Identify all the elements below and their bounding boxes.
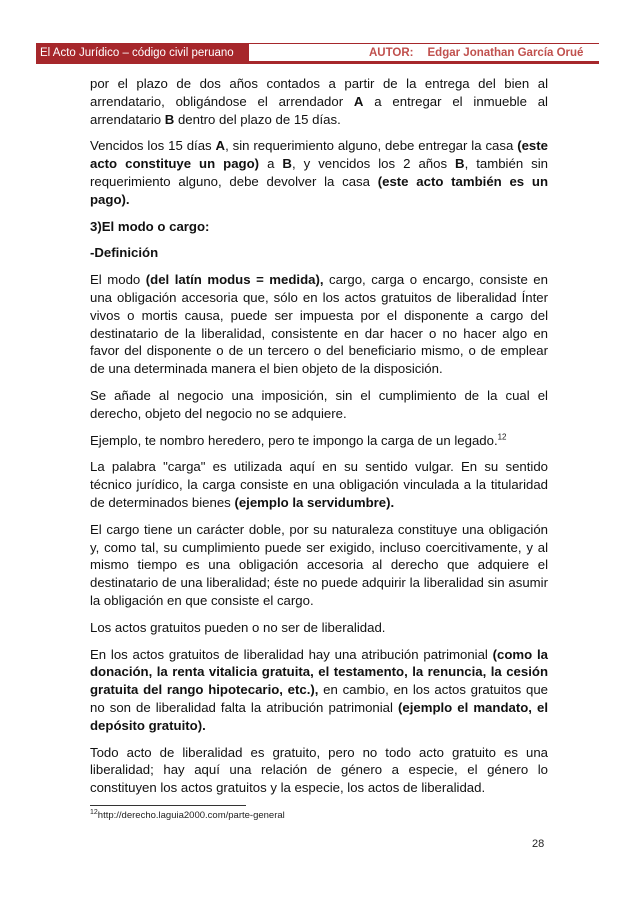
paragraph [90,646,548,735]
author-label: AUTOR: [369,47,414,59]
paragraph [90,137,548,208]
bold-text: -Definición [90,245,159,261]
bold-text: (este acto constituye un pago) [90,138,548,172]
paragraph [90,458,548,511]
bold-text: (este acto también es un pago). [90,173,548,207]
text-run: cargo, carga o encargo, consiste en una obligación accesoria que, sólo en los actos gratuitos de liberalidad Ínter vivos o mortis causa, puede ser impuesta por el disponente a cargo del destinatario de la liberalidad, consistente en dar hacer o no hacer algo en favor del disponente o de un tercero o del beneficiario mismo, o de emplear de una determinada manera el bien objeto de la disposición. [90,272,548,377]
document-body [90,75,548,806]
footnote-reference: 12 [497,432,507,442]
text-run: dentro del plazo de 15 días. [174,111,341,127]
text-run: En los actos gratuitos de liberalidad hay una atribución patrimonial [90,646,493,662]
bold-text: (como la donación, la renta vitalicia gratuita, el testamento, la renuncia, la cesión gratuita del rango hipotecario, etc.), [90,646,548,698]
text-run: a [259,156,283,172]
bold-text: B [455,156,465,172]
text-run: a entregar el inmueble al arrendatario [90,93,548,127]
paragraph [90,387,548,423]
text-run: , también sin requerimiento alguno, debe devolver la casa [90,156,549,189]
paragraph [90,432,548,450]
author-name: Edgar Jonathan García Orué [427,47,584,59]
bold-text: A [215,138,226,154]
page-number: 28 [532,838,545,850]
page-header [36,43,599,64]
footnote-text: http://derecho.laguia2000.com/parte-general [97,810,285,821]
header-author [369,43,583,64]
footnote-separator [90,805,246,806]
paragraph [90,218,548,236]
bold-text: (ejemplo la servidumbre). [234,494,395,510]
text-run: La palabra "carga" es utilizada aquí en su sentido vulgar. En su sentido técnico jurídico, la carga consiste en una obligación vinculada a la titularidad de determinados bienes [90,459,548,510]
text-run: Ejemplo, te nombro heredero, pero te impongo la carga de un legado. [90,432,498,448]
paragraph [90,619,548,637]
text-run: Los actos gratuitos pueden o no ser de liberalidad. [90,619,386,635]
paragraph [90,521,548,610]
header-title: El Acto Jurídico – código civil peruano [36,43,249,64]
text-run: Todo acto de liberalidad es gratuito, pero no todo acto gratuito es una liberalidad; hay aquí una relación de género a especie, el género lo constituyen los actos gratuitos y la especie, los actos de liberalidad. [90,744,548,796]
text-run: Se añade al negocio una imposición, sin el cumplimiento de la cual el derecho, objeto del negocio no se adquiere. [90,387,548,421]
text-run: El cargo tiene un carácter doble, por su naturaleza constituye una obligación y, como tal, su cumplimiento puede ser exigido, incluso coercitivamente, y al mismo tiempo es una obligación accesoria al derecho que adquiere el destinatario de una liberalidad; éste no puede adquirir la liberalidad sin asumir la obligación en que consiste el cargo. [90,521,548,608]
footnote [90,810,285,821]
paragraph [90,75,548,128]
bold-text: 3)El modo o cargo: [90,218,210,234]
paragraph [90,744,548,797]
bold-text: (ejemplo el mandato, el depósito gratuito). [90,699,548,733]
text-run: , y vencidos los 2 años [291,156,456,172]
paragraph [90,271,548,378]
text-run: , sin requerimiento alguno, debe entregar la casa [225,138,518,154]
text-run: El modo [90,272,146,288]
text-run: Vencidos los 15 días [90,138,216,154]
bold-text: (del latín modus = medida), [145,272,324,288]
text-run: por el plazo de dos años contados a partir de la entrega del bien al arrendatario, obligándose el arrendador [90,76,548,109]
bold-text: B [282,156,292,172]
paragraph [90,244,548,262]
footnote-number: 12 [90,808,98,816]
bold-text: A [353,93,364,109]
text-run: en cambio, en los actos gratuitos que no son de liberalidad falta la atribución patrimonial [90,682,548,715]
bold-text: B [164,111,175,127]
